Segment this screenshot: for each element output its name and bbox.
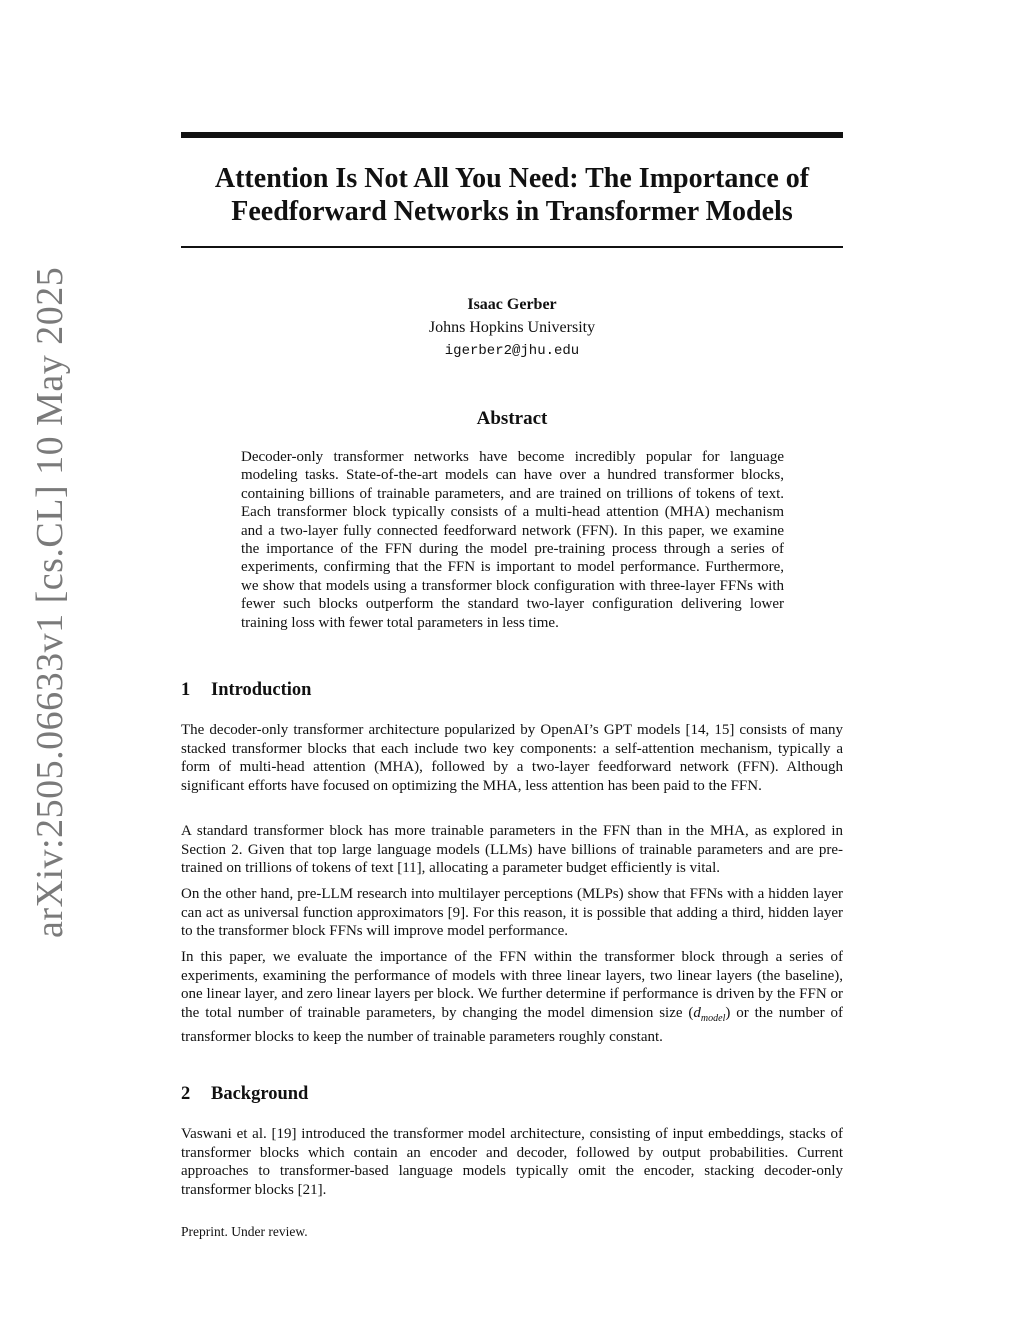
- intro-paragraph-1: The decoder-only transformer architecture popularized by OpenAI’s GPT models [14, 15] consists of many stacked transformer blocks that each include two key components: a self-attention mechanism, typically a form of multi-head attention (MHA), followed by a two-layer feedforward network (FFN). Although significant efforts have focused on optimizing the MHA, less attention has been paid to the FFN.: [181, 722, 843, 794]
- section-number: 2: [181, 1084, 191, 1104]
- author-block: [181, 294, 843, 362]
- intro-p4-text-b: ) or the number of transformer blocks to keep the number of trainable parameters roughly constant.: [181, 1004, 843, 1046]
- arxiv-identifier: arXiv:2505.06633v1 [cs.CL] 10 May 2025: [29, 266, 71, 938]
- intro-paragraph-4: [181, 948, 843, 1047]
- title-top-rule: [181, 132, 843, 138]
- abstract-text: Decoder-only transformer networks have become incredibly popular for language modeling tasks. State-of-the-art models can have over a hundred transformer blocks, containing billions of trainable parameters, and are trained on trillions of tokens of text. Each transformer block typically consists of a multi-head attention (MHA) mechanism and a two-layer fully connected feedforward network (FFN). In this paper, we examine the importance of the FFN during the model pre-training process through a series of experiments, confirming that the FFN is important to model performance. Furthermore, we show that models using a transformer block configuration with three-layer FFNs with fewer such blocks outperform the standard two-layer configuration delivering lower training loss with fewer total parameters in less time.: [241, 449, 784, 631]
- d-model-subscript: model: [700, 1012, 726, 1024]
- title-line-2: Feedforward Networks in Transformer Models: [231, 196, 793, 227]
- section-title: Background: [211, 1084, 309, 1104]
- section-heading-introduction: [181, 680, 311, 701]
- author-name: Isaac Gerber: [467, 296, 557, 313]
- section-heading-background: [181, 1084, 308, 1105]
- preprint-footer: Preprint. Under review.: [181, 1224, 308, 1239]
- d-model-symbol: [693, 1004, 726, 1024]
- author-affiliation: Johns Hopkins University: [428, 319, 596, 336]
- title-bottom-rule: [181, 246, 843, 248]
- abstract-heading: Abstract: [476, 408, 548, 429]
- d-model-base: d: [693, 1004, 701, 1021]
- title-line-1: Attention Is Not All You Need: The Importance of: [214, 163, 810, 194]
- section-number: 1: [181, 680, 191, 700]
- paper-title: [181, 162, 843, 228]
- section-title: Introduction: [211, 680, 312, 700]
- background-paragraph-1: Vaswani et al. [19] introduced the transformer model architecture, consisting of input embeddings, stacks of transformer blocks which contain an encoder and decoder, followed by output probabilities. Current approaches to transformer-based language models typically omit the encoder, stacking decoder-only transformer blocks [21].: [181, 1126, 843, 1198]
- intro-paragraph-3: On the other hand, pre-LLM research into multilayer perceptions (MLPs) show that FFNs with a hidden layer can act as universal function approximators [9]. For this reason, it is possible that adding a third, hidden layer to the transformer block FFNs will improve model performance.: [181, 886, 843, 940]
- author-email: igerber2@jhu.edu: [444, 343, 580, 359]
- intro-p4-text-a: In this paper, we evaluate the importance of the FFN within the transformer block through a series of experiments, examining the performance of models with three linear layers, two linear layers (the baseline), one linear layer, and zero linear layers per block. We further determine if performance is driven by the FFN or the total number of trainable parameters, by changing the model dimension size (: [181, 949, 843, 1021]
- intro-paragraph-2: A standard transformer block has more trainable parameters in the FFN than in the MHA, as explored in Section 2. Given that top large language models (LLMs) have billions of trainable parameters and are pre-trained on trillions of tokens of text [11], allocating a parameter budget efficiently is vital.: [181, 823, 843, 877]
